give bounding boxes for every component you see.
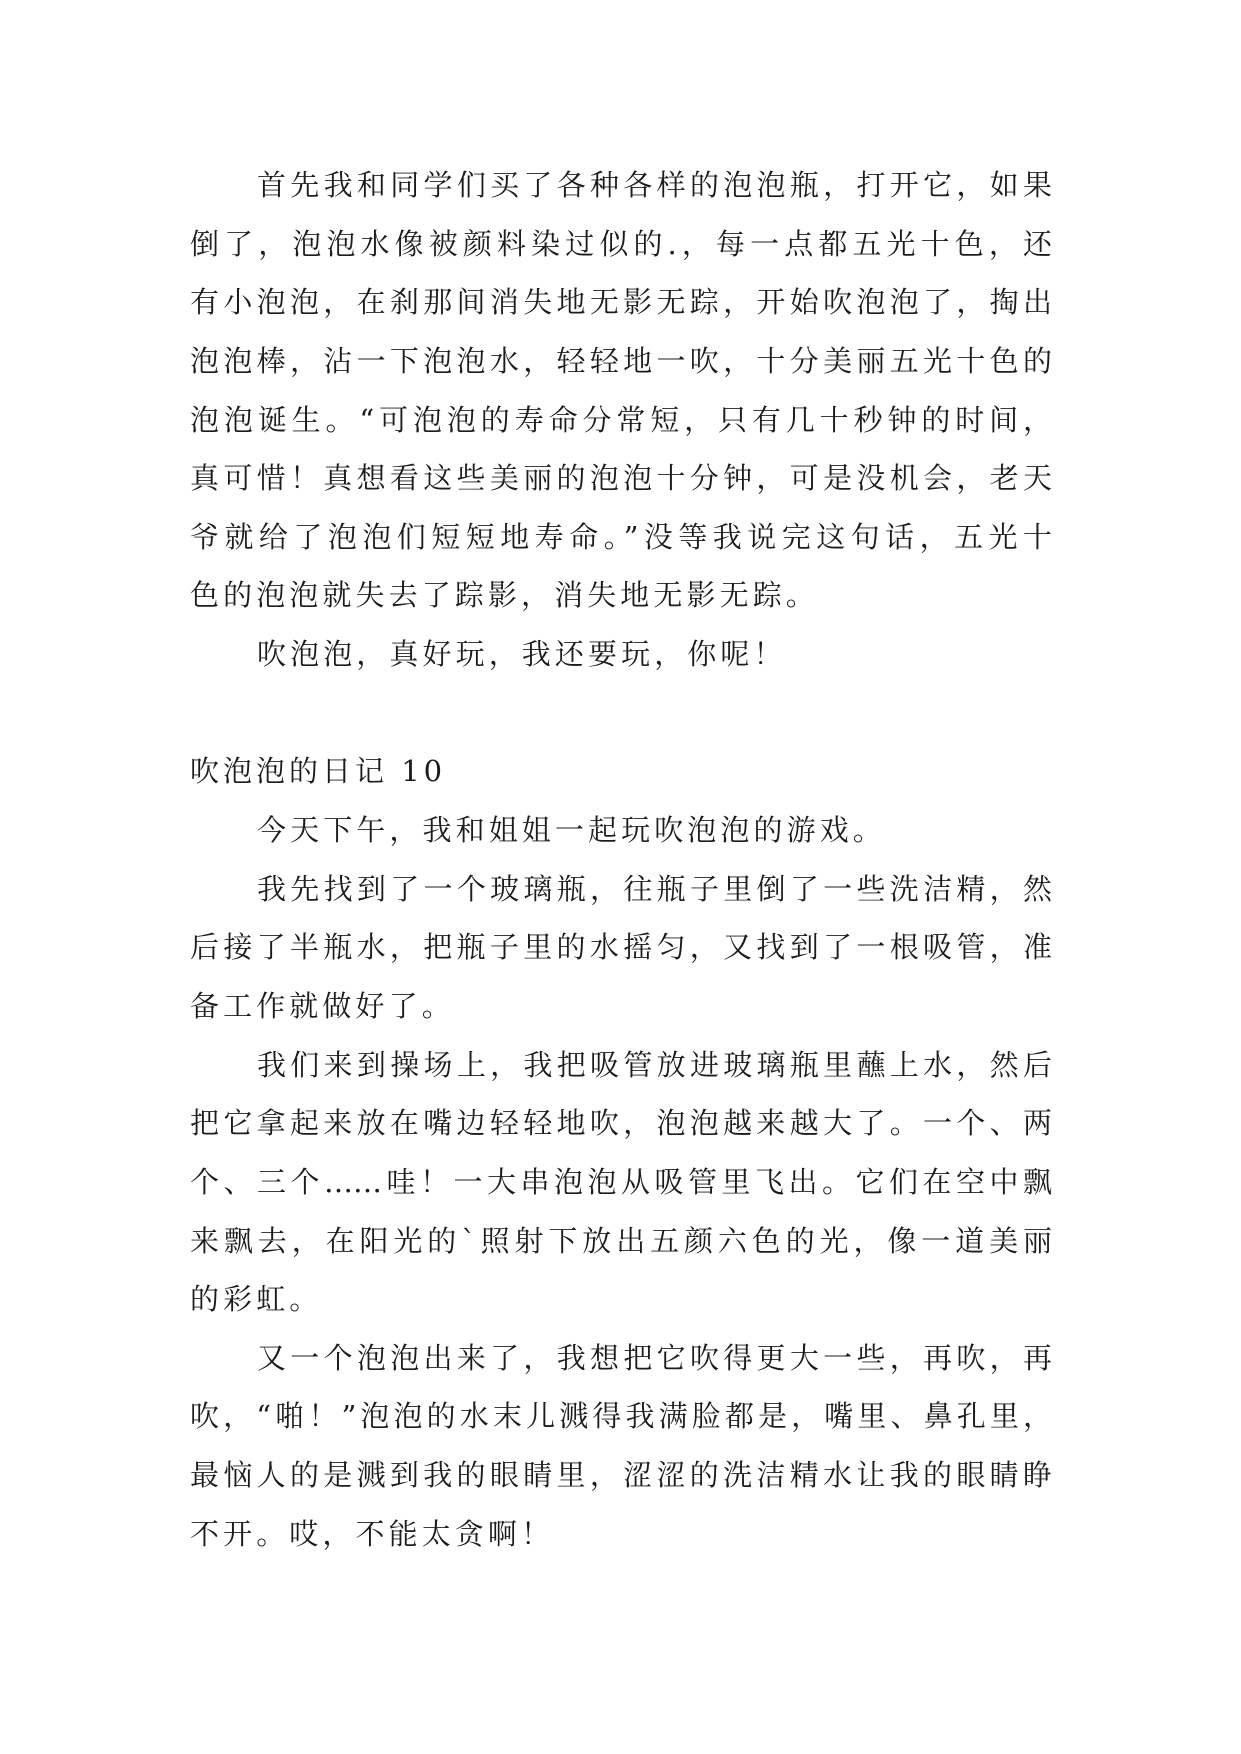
paragraph — [190, 860, 1052, 1036]
text-line: 今天下午，我和姐姐一起玩吹泡泡的游戏。 — [257, 813, 886, 848]
text-line: 吹，“啪！”泡泡的水末儿溅得我满脸都是，嘴里、鼻孔里， — [190, 1399, 1052, 1434]
text-line: 把它拿起来放在嘴边轻轻地吹，泡泡越来越大了。一个、两 — [190, 1106, 1052, 1141]
paragraph — [190, 1329, 1052, 1564]
text-line: 我们来到操场上，我把吸管放进玻璃瓶里蘸上水，然后 — [257, 1047, 1052, 1082]
text-line: 泡泡诞生。“可泡泡的寿命分常短，只有几十秒钟的时间， — [190, 402, 1052, 437]
text-line: 不开。哎，不能太贪啊！ — [190, 1516, 555, 1551]
document-body — [190, 156, 1052, 1563]
paragraph — [190, 156, 1052, 625]
diary-section — [190, 742, 1052, 1563]
paragraph — [190, 801, 1052, 860]
text-line: 吹泡泡，真好玩，我还要玩，你呢！ — [257, 637, 787, 672]
text-line: 最恼人的是溅到我的眼睛里，涩涩的洗洁精水让我的眼睛睁 — [190, 1458, 1052, 1493]
text-line: 个、三个……哇！一大串泡泡从吸管里飞出。它们在空中飘 — [190, 1164, 1052, 1199]
text-line: 倒了，泡泡水像被颜料染过似的.，每一点都五光十色，还 — [190, 226, 1052, 261]
diary-section-continued — [190, 156, 1052, 684]
text-line: 真可惜！真想看这些美丽的泡泡十分钟，可是没机会，老天 — [190, 461, 1052, 496]
text-line: 备工作就做好了。 — [190, 988, 455, 1023]
text-line: 有小泡泡，在刹那间消失地无影无踪，开始吹泡泡了，掏出 — [190, 285, 1052, 320]
text-line: 的彩虹。 — [190, 1282, 323, 1317]
text-line: 泡泡棒，沾一下泡泡水，轻轻地一吹，十分美丽五光十色的 — [190, 343, 1052, 378]
text-line: 后接了半瓶水，把瓶子里的水摇匀，又找到了一根吸管，准 — [190, 930, 1052, 965]
text-line: 色的泡泡就失去了踪影，消失地无影无踪。 — [190, 578, 819, 613]
text-line: 又一个泡泡出来了，我想把它吹得更大一些，再吹，再 — [257, 1340, 1052, 1375]
paragraph — [190, 1036, 1052, 1329]
paragraph — [190, 625, 1052, 684]
text-line: 来飘去，在阳光的`照射下放出五颜六色的光，像一道美丽 — [190, 1223, 1052, 1258]
diary-title: 吹泡泡的日记 10 — [190, 754, 447, 789]
text-line: 爷就给了泡泡们短短地寿命。”没等我说完这句话，五光十 — [190, 519, 1052, 554]
text-line: 我先找到了一个玻璃瓶，往瓶子里倒了一些洗洁精，然 — [257, 871, 1052, 906]
text-line: 首先我和同学们买了各种各样的泡泡瓶，打开它，如果 — [257, 168, 1052, 202]
